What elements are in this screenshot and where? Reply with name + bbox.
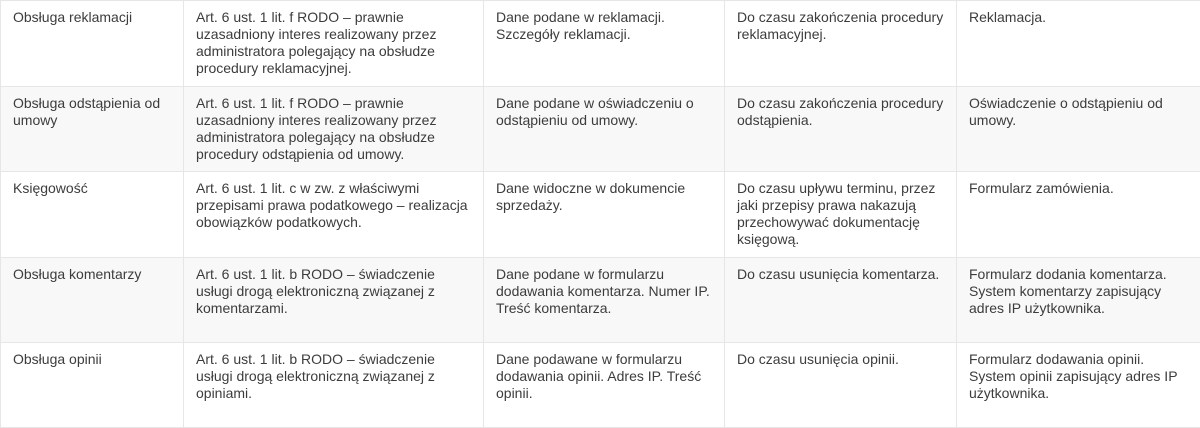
table-row bbox=[1, 87, 1200, 172]
data-scope-cell: Dane podane w formularzu dodawania komentarza. Numer IP. Treść komentarza. bbox=[484, 258, 725, 343]
data-scope-cell: Dane podane w reklamacji. Szczegóły reklamacji. bbox=[484, 1, 725, 87]
source-cell: Formularz zamówienia. bbox=[957, 172, 1200, 258]
purpose-cell: Księgowość bbox=[1, 172, 184, 258]
table-row bbox=[1, 258, 1200, 343]
legal-basis-cell: Art. 6 ust. 1 lit. b RODO – świadczenie usługi drogą elektroniczną związanej z opiniami. bbox=[184, 343, 484, 428]
source-cell: Reklamacja. bbox=[957, 1, 1200, 87]
purpose-cell: Obsługa reklamacji bbox=[1, 1, 184, 87]
table-row bbox=[1, 172, 1200, 258]
source-cell: Formularz dodania komentarza. System komentarzy zapisujący adres IP użytkownika. bbox=[957, 258, 1200, 343]
source-cell: Oświadczenie o odstąpieniu od umowy. bbox=[957, 87, 1200, 172]
source-cell: Formularz dodawania opinii. System opinii zapisujący adres IP użytkownika. bbox=[957, 343, 1200, 428]
retention-cell: Do czasu upływu terminu, przez jaki przepisy prawa nakazują przechowywać dokumentację księgową. bbox=[725, 172, 957, 258]
legal-basis-cell: Art. 6 ust. 1 lit. f RODO – prawnie uzasadniony interes realizowany przez administratora polegający na obsłudze procedury odstąpienia od umowy. bbox=[184, 87, 484, 172]
purpose-cell: Obsługa odstąpienia od umowy bbox=[1, 87, 184, 172]
data-scope-cell: Dane widoczne w dokumencie sprzedaży. bbox=[484, 172, 725, 258]
legal-basis-cell: Art. 6 ust. 1 lit. f RODO – prawnie uzasadniony interes realizowany przez administratora polegający na obsłudze procedury reklamacyjnej. bbox=[184, 1, 484, 87]
legal-basis-cell: Art. 6 ust. 1 lit. c w zw. z właściwymi przepisami prawa podatkowego – realizacja obowiązków podatkowych. bbox=[184, 172, 484, 258]
retention-cell: Do czasu zakończenia procedury odstąpienia. bbox=[725, 87, 957, 172]
data-scope-cell: Dane podawane w formularzu dodawania opinii. Adres IP. Treść opinii. bbox=[484, 343, 725, 428]
purpose-cell: Obsługa opinii bbox=[1, 343, 184, 428]
legal-basis-cell: Art. 6 ust. 1 lit. b RODO – świadczenie usługi drogą elektroniczną związanej z komentarzami. bbox=[184, 258, 484, 343]
table-row bbox=[1, 1, 1200, 87]
purpose-cell: Obsługa komentarzy bbox=[1, 258, 184, 343]
data-scope-cell: Dane podane w oświadczeniu o odstąpieniu od umowy. bbox=[484, 87, 725, 172]
table-row bbox=[1, 343, 1200, 428]
retention-cell: Do czasu usunięcia komentarza. bbox=[725, 258, 957, 343]
retention-cell: Do czasu usunięcia opinii. bbox=[725, 343, 957, 428]
retention-cell: Do czasu zakończenia procedury reklamacyjnej. bbox=[725, 1, 957, 87]
